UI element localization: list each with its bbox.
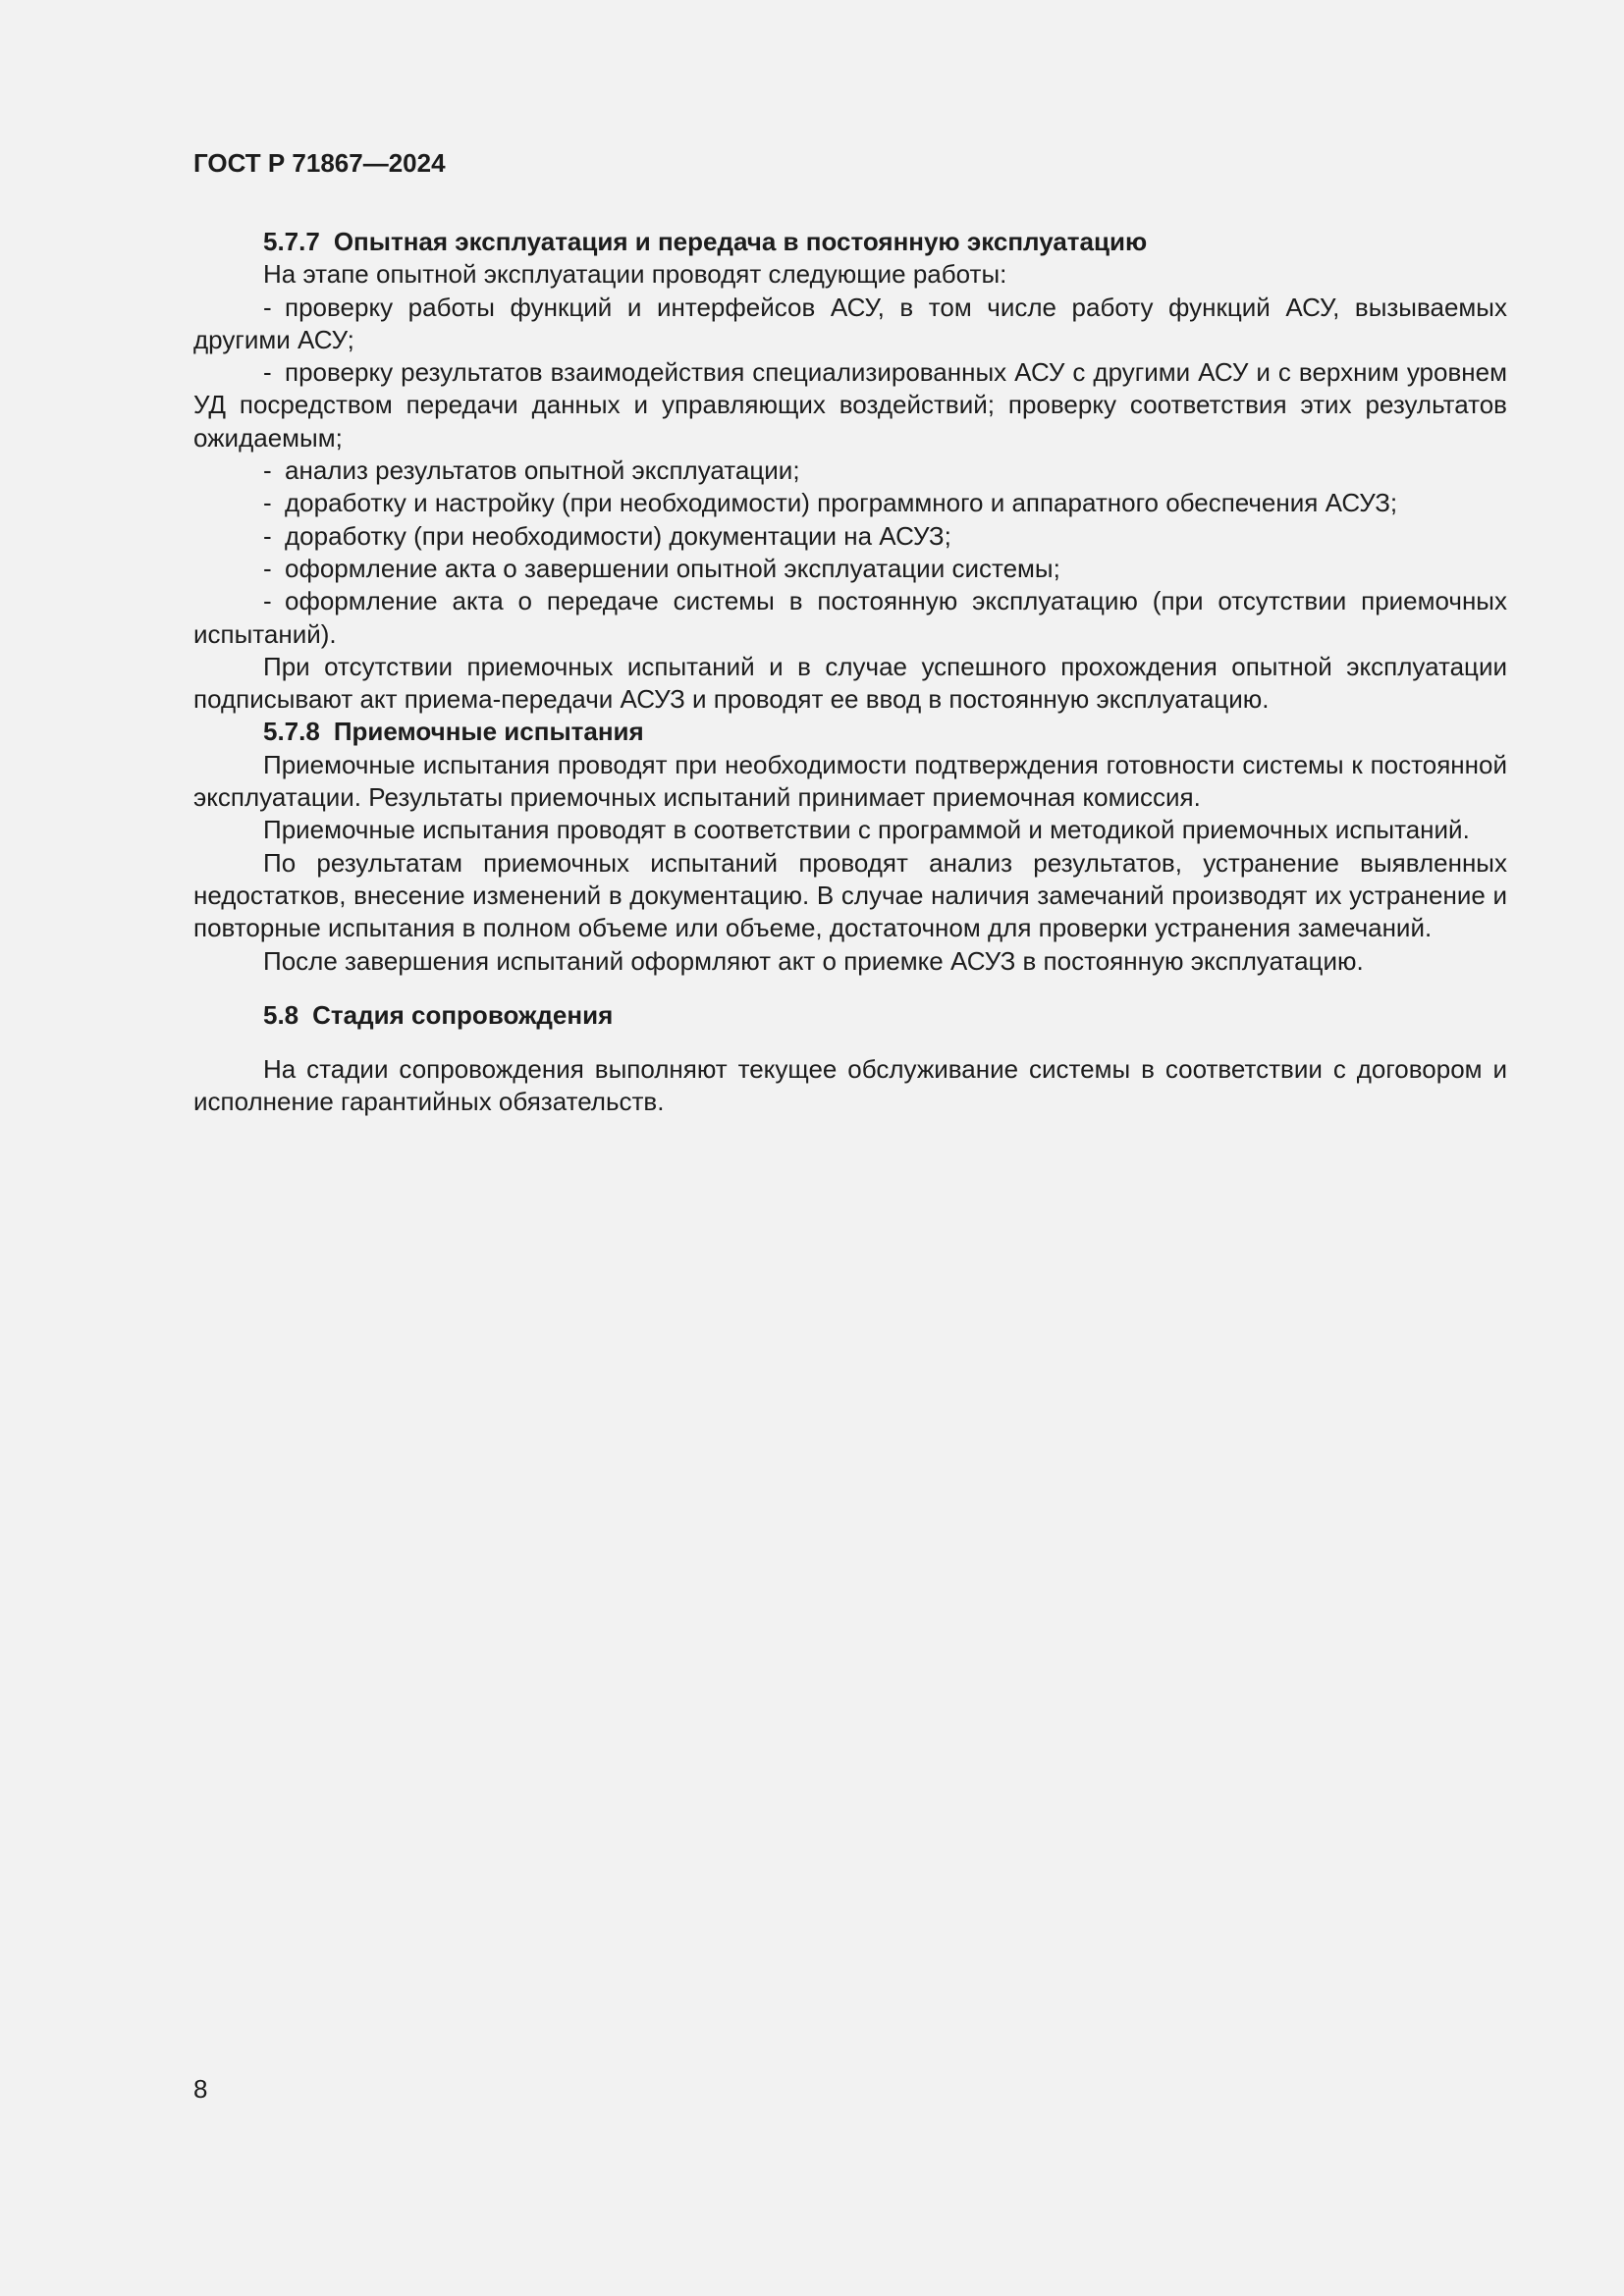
document-body <box>193 226 1507 1119</box>
work-list <box>193 292 1507 651</box>
list-item: - доработку и настройку (при необходимости) программного и аппаратного обеспечения АСУЗ; <box>193 487 1507 519</box>
section-number: 5.8 <box>263 999 299 1030</box>
section-title: Приемочные испытания <box>333 717 644 747</box>
dash-marker: - <box>263 292 272 322</box>
paragraph: Приемочные испытания проводят в соответствии с программой и методикой приемочных испытаний. <box>263 815 1470 845</box>
list-item: - проверку работы функций и интерфейсов АСУ, в том числе работу функций АСУ, вызываемых другими АСУ; <box>193 292 1507 354</box>
dash-marker: - <box>263 520 272 551</box>
paragraph: Приемочные испытания проводят при необходимости подтверждения готовности системы к постоянной эксплуатации. Результаты приемочных испытаний принимает приемочная комиссия. <box>193 749 1507 813</box>
dash-marker: - <box>263 357 272 388</box>
paragraph: По результатам приемочных испытаний проводят анализ результатов, устранение выявленных недостатков, внесение изменений в документацию. В случае наличия замечаний производят их устранение и повторные испытания в полном объеме или объеме, достаточном для проверки устранения замечаний. <box>193 847 1507 943</box>
section-5-8-heading <box>193 999 1507 1032</box>
list-item: - доработку (при необходимости) документации на АСУЗ; <box>193 520 1507 553</box>
list-item: - оформление акта о передаче системы в постоянную эксплуатацию (при отсутствии приемочных испытаний). <box>193 586 1507 649</box>
list-item: - проверку результатов взаимодействия специализированных АСУ с другими АСУ и с верхним уровнем УД посредством передачи данных и управляющих воздействий; проверку соответствия этих результатов ожидаемым; <box>193 357 1507 453</box>
section-5-7-7-closing: При отсутствии приемочных испытаний и в случае успешного прохождения опытной эксплуатации подписывают акт приема-передачи АСУЗ и проводят ее ввод в постоянную эксплуатацию. <box>193 651 1507 715</box>
section-number: 5.7.8 <box>263 717 320 747</box>
section-title: Опытная эксплуатация и передача в постоянную эксплуатацию <box>333 227 1148 256</box>
section-5-7-8-heading <box>193 716 1507 748</box>
dash-marker: - <box>263 488 272 518</box>
document-id-header: ГОСТ Р 71867—2024 <box>193 148 446 178</box>
section-number: 5.7.7 <box>263 227 320 256</box>
list-item: - анализ результатов опытной эксплуатации; <box>193 454 1507 487</box>
dash-marker: - <box>263 586 272 616</box>
dash-marker: - <box>263 455 272 486</box>
paragraph: После завершения испытаний оформляют акт о приемке АСУЗ в постоянную эксплуатацию. <box>263 945 1364 976</box>
section-5-7-7-intro: На этапе опытной эксплуатации проводят следующие работы: <box>263 259 1007 290</box>
section-title: Стадия сопровождения <box>312 999 614 1030</box>
dash-marker: - <box>263 553 272 583</box>
list-item: - оформление акта о завершении опытной эксплуатации системы; <box>193 553 1507 585</box>
page-number: 8 <box>193 2074 208 2104</box>
section-5-7-7-heading <box>193 226 1507 258</box>
paragraph: На стадии сопровождения выполняют текущее обслуживание системы в соответствии с договором и исполнение гарантийных обязательств. <box>193 1054 1507 1117</box>
